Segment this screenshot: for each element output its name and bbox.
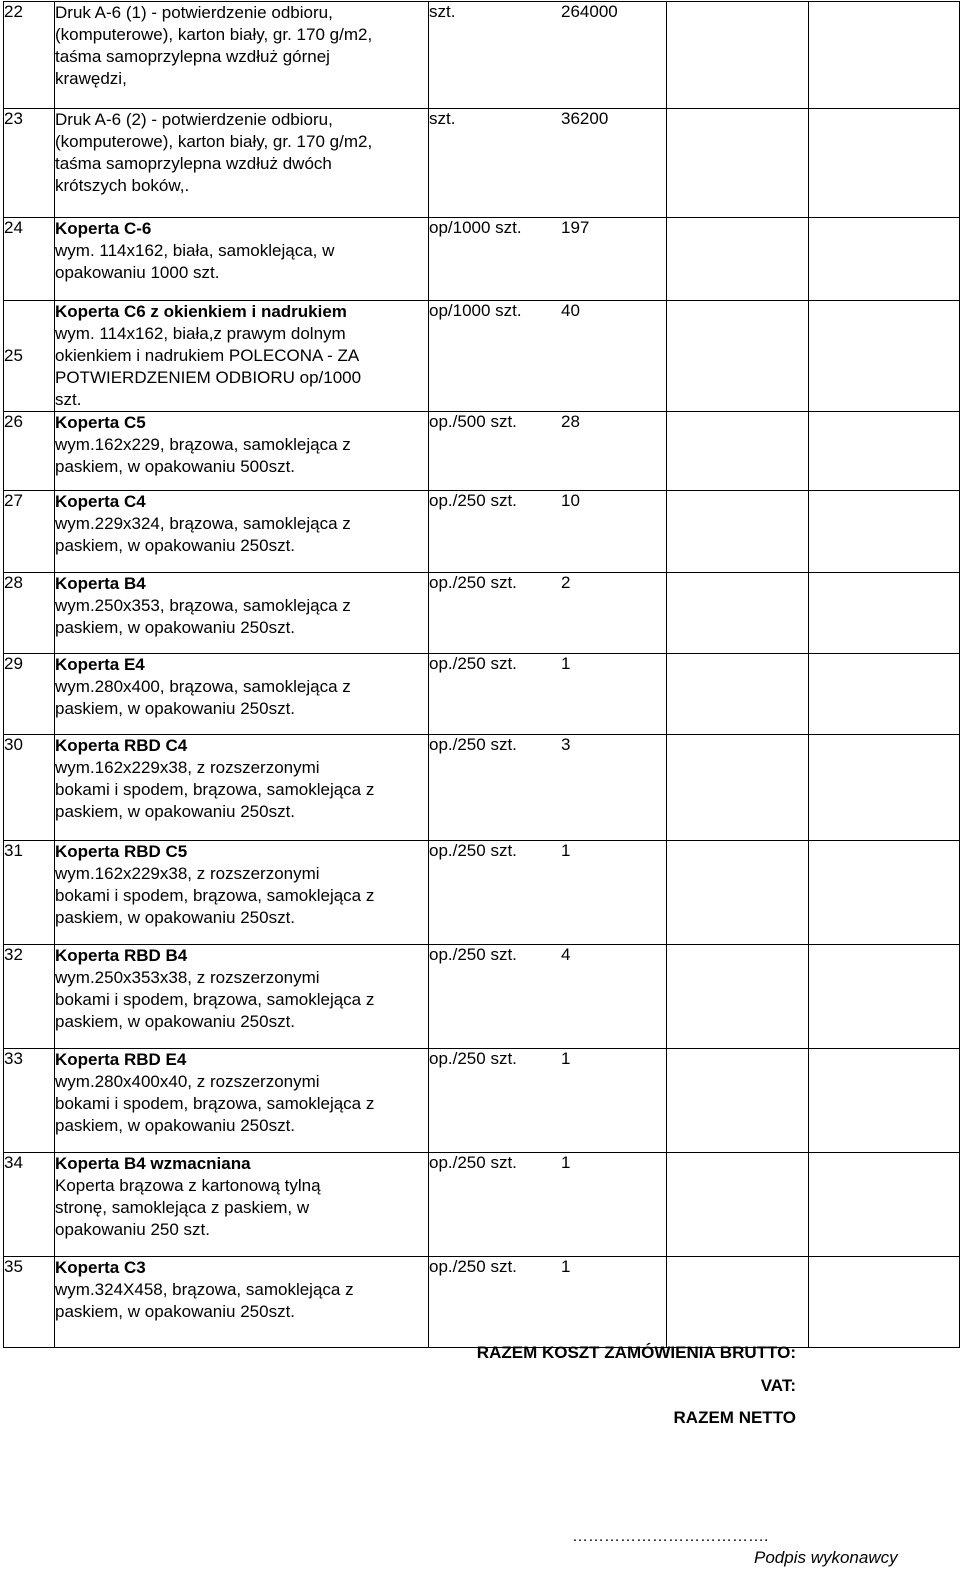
row-number-cell <box>4 841 55 945</box>
item-description-line: wym.280x400, brązowa, samoklejąca z <box>55 677 351 696</box>
unit-price-cell <box>667 945 809 1049</box>
unit-price-cell <box>667 654 809 735</box>
item-unit: op./250 szt. <box>429 1257 517 1276</box>
item-description-line: krawędzi, <box>55 69 127 88</box>
unit-quantity-cell <box>429 301 667 412</box>
item-title: Koperta C-6 <box>55 219 152 238</box>
item-unit: op./250 szt. <box>429 654 517 673</box>
item-description-line: okienkiem i nadrukiem POLECONA - ZA <box>55 346 360 365</box>
item-title: Koperta C4 <box>55 492 146 511</box>
signature-label: Podpis wykonawcy <box>754 1548 898 1567</box>
item-quantity: 2 <box>561 573 571 592</box>
unit-price-cell <box>667 218 809 301</box>
item-unit: szt. <box>429 109 456 128</box>
description-cell <box>55 491 429 573</box>
item-title: Koperta RBD B4 <box>55 946 188 965</box>
item-title: Druk A-6 (2) - potwierdzenie odbioru, <box>55 110 333 129</box>
description-cell <box>55 841 429 945</box>
row-number-cell <box>4 1153 55 1257</box>
item-description-line: paskiem, w opakowaniu 250szt. <box>55 1116 296 1135</box>
row-number: 25 <box>4 346 23 365</box>
unit-price-cell <box>667 1153 809 1257</box>
description-cell <box>55 2 429 109</box>
unit-price-cell <box>667 491 809 573</box>
item-description-line: paskiem, w opakowaniu 250szt. <box>55 802 296 821</box>
value-cell <box>809 412 960 491</box>
item-title: Koperta RBD E4 <box>55 1050 187 1069</box>
description-cell <box>55 1049 429 1153</box>
row-number-cell <box>4 654 55 735</box>
row-number-cell <box>4 301 55 412</box>
table-row <box>4 2 960 109</box>
table-row <box>4 1049 960 1153</box>
item-quantity: 3 <box>561 735 571 754</box>
value-cell <box>809 491 960 573</box>
table-row <box>4 109 960 218</box>
table-row <box>4 945 960 1049</box>
row-number: 31 <box>4 841 23 860</box>
row-number-cell <box>4 945 55 1049</box>
signature-line: ………………………………. <box>572 1528 769 1545</box>
item-unit: szt. <box>429 2 456 21</box>
item-quantity: 264000 <box>561 2 618 21</box>
row-number: 28 <box>4 573 23 592</box>
item-quantity: 197 <box>561 218 590 237</box>
table-row <box>4 218 960 301</box>
value-cell <box>809 1257 960 1348</box>
item-quantity: 1 <box>561 654 571 673</box>
item-title: Druk A-6 (1) - potwierdzenie odbioru, <box>55 3 333 22</box>
row-number-cell <box>4 491 55 573</box>
item-unit: op./250 szt. <box>429 945 517 964</box>
item-quantity: 1 <box>561 1049 571 1068</box>
item-description-line: bokami i spodem, brązowa, samoklejąca z <box>55 780 375 799</box>
row-number-cell <box>4 109 55 218</box>
description-cell <box>55 1257 429 1348</box>
value-cell <box>809 1153 960 1257</box>
table-row <box>4 841 960 945</box>
item-description-line: paskiem, w opakowaniu 500szt. <box>55 457 296 476</box>
row-number: 35 <box>4 1257 23 1276</box>
item-title: Koperta B4 <box>55 574 146 593</box>
unit-quantity-cell <box>429 218 667 301</box>
unit-quantity-cell <box>429 109 667 218</box>
unit-price-cell <box>667 301 809 412</box>
row-number-cell <box>4 1257 55 1348</box>
row-number: 33 <box>4 1049 23 1068</box>
row-number: 27 <box>4 491 23 510</box>
item-description-line: krótszych boków,. <box>55 176 190 195</box>
item-unit: op./250 szt. <box>429 573 517 592</box>
row-number: 24 <box>4 218 23 237</box>
item-description-line: bokami i spodem, brązowa, samoklejąca z <box>55 886 375 905</box>
row-number-cell <box>4 412 55 491</box>
item-description-line: wym.250x353, brązowa, samoklejąca z <box>55 596 351 615</box>
item-description-line: POTWIERDZENIEM ODBIORU op/1000 <box>55 368 362 387</box>
unit-quantity-cell <box>429 654 667 735</box>
unit-quantity-cell <box>429 945 667 1049</box>
item-description-line: wym.250x353x38, z rozszerzonymi <box>55 968 320 987</box>
table-row <box>4 573 960 654</box>
item-description-line: opakowaniu 250 szt. <box>55 1220 210 1239</box>
unit-quantity-cell <box>429 573 667 654</box>
item-description-line: (komputerowe), karton biały, gr. 170 g/m2, <box>55 132 373 151</box>
item-quantity: 28 <box>561 412 580 431</box>
item-unit: op./250 szt. <box>429 1153 517 1172</box>
vat-label: VAT: <box>760 1376 796 1395</box>
table-row <box>4 654 960 735</box>
item-description-line: wym.324X458, brązowa, samoklejąca z <box>55 1280 354 1299</box>
row-number: 34 <box>4 1153 23 1172</box>
item-description-line: Koperta brązowa z kartonową tylną <box>55 1176 321 1195</box>
table-row <box>4 412 960 491</box>
table-row <box>4 491 960 573</box>
value-cell <box>809 301 960 412</box>
row-number: 23 <box>4 109 23 128</box>
item-unit: op./250 szt. <box>429 491 517 510</box>
item-unit: op/1000 szt. <box>429 218 522 237</box>
item-description-line: paskiem, w opakowaniu 250szt. <box>55 1012 296 1031</box>
unit-price-cell <box>667 735 809 841</box>
unit-quantity-cell <box>429 735 667 841</box>
value-cell <box>809 1049 960 1153</box>
unit-quantity-cell <box>429 491 667 573</box>
item-title: Koperta C3 <box>55 1258 146 1277</box>
unit-quantity-cell <box>429 1153 667 1257</box>
description-cell <box>55 1153 429 1257</box>
item-quantity: 40 <box>561 301 580 320</box>
item-quantity: 1 <box>561 1257 571 1276</box>
item-description-line: paskiem, w opakowaniu 250szt. <box>55 536 296 555</box>
value-cell <box>809 573 960 654</box>
item-unit: op/1000 szt. <box>429 301 522 320</box>
item-description-line: szt. <box>55 390 82 409</box>
description-cell <box>55 301 429 412</box>
item-description-line: taśma samoprzylepna wzdłuż górnej <box>55 47 330 66</box>
item-description-line: wym.162x229x38, z rozszerzonymi <box>55 758 320 777</box>
row-number-cell <box>4 218 55 301</box>
unit-price-cell <box>667 412 809 491</box>
row-number-cell <box>4 1049 55 1153</box>
item-description-line: stronę, samoklejąca z paskiem, w <box>55 1198 310 1217</box>
item-description-line: paskiem, w opakowaniu 250szt. <box>55 618 296 637</box>
value-cell <box>809 735 960 841</box>
row-number: 32 <box>4 945 23 964</box>
description-cell <box>55 412 429 491</box>
unit-quantity-cell <box>429 412 667 491</box>
description-cell <box>55 109 429 218</box>
unit-price-cell <box>667 1257 809 1348</box>
unit-price-cell <box>667 109 809 218</box>
description-cell <box>55 573 429 654</box>
description-cell <box>55 945 429 1049</box>
item-description-line: (komputerowe), karton biały, gr. 170 g/m2, <box>55 25 373 44</box>
table-row <box>4 1153 960 1257</box>
unit-quantity-cell <box>429 2 667 109</box>
item-description-line: paskiem, w opakowaniu 250szt. <box>55 908 296 927</box>
row-number: 30 <box>4 735 23 754</box>
row-number-cell <box>4 2 55 109</box>
item-title: Koperta C5 <box>55 413 146 432</box>
unit-price-cell <box>667 2 809 109</box>
value-cell <box>809 945 960 1049</box>
item-description-line: wym.229x324, brązowa, samoklejąca z <box>55 514 351 533</box>
item-description-line: wym.280x400x40, z rozszerzonymi <box>55 1072 320 1091</box>
total-net-label: RAZEM NETTO <box>673 1408 796 1427</box>
item-description-line: wym. 114x162, biała,z prawym dolnym <box>55 324 346 343</box>
row-number-cell <box>4 573 55 654</box>
item-quantity: 1 <box>561 1153 571 1172</box>
row-number-cell <box>4 735 55 841</box>
item-description-line: paskiem, w opakowaniu 250szt. <box>55 699 296 718</box>
item-unit: op./500 szt. <box>429 412 517 431</box>
value-cell <box>809 218 960 301</box>
value-cell <box>809 654 960 735</box>
item-unit: op./250 szt. <box>429 1049 517 1068</box>
item-quantity: 1 <box>561 841 571 860</box>
unit-quantity-cell <box>429 1049 667 1153</box>
item-description-line: wym. 114x162, biała, samoklejąca, w <box>55 241 335 260</box>
item-title: Koperta B4 wzmacniana <box>55 1154 251 1173</box>
row-number: 29 <box>4 654 23 673</box>
item-unit: op./250 szt. <box>429 735 517 754</box>
item-title: Koperta RBD C5 <box>55 842 188 861</box>
unit-quantity-cell <box>429 1257 667 1348</box>
item-quantity: 36200 <box>561 109 609 128</box>
item-title: Koperta E4 <box>55 655 145 674</box>
row-number: 26 <box>4 412 23 431</box>
item-title: Koperta C6 z okienkiem i nadrukiem <box>55 302 347 321</box>
item-description-line: paskiem, w opakowaniu 250szt. <box>55 1302 296 1321</box>
item-quantity: 10 <box>561 491 580 510</box>
item-unit: op./250 szt. <box>429 841 517 860</box>
table-row <box>4 735 960 841</box>
table-row <box>4 1257 960 1348</box>
unit-price-cell <box>667 573 809 654</box>
description-cell <box>55 654 429 735</box>
unit-quantity-cell <box>429 841 667 945</box>
order-items-table <box>3 1 960 1348</box>
description-cell <box>55 735 429 841</box>
item-description-line: bokami i spodem, brązowa, samoklejąca z <box>55 1094 375 1113</box>
item-description-line: wym.162x229x38, z rozszerzonymi <box>55 864 320 883</box>
item-title: Koperta RBD C4 <box>55 736 188 755</box>
unit-price-cell <box>667 1049 809 1153</box>
value-cell <box>809 2 960 109</box>
item-description-line: taśma samoprzylepna wzdłuż dwóch <box>55 154 332 173</box>
item-description-line: wym.162x229, brązowa, samoklejąca z <box>55 435 351 454</box>
value-cell <box>809 109 960 218</box>
item-quantity: 4 <box>561 945 571 964</box>
value-cell <box>809 841 960 945</box>
row-number: 22 <box>4 2 23 21</box>
description-cell <box>55 218 429 301</box>
item-description-line: bokami i spodem, brązowa, samoklejąca z <box>55 990 375 1009</box>
table-row <box>4 301 960 412</box>
unit-price-cell <box>667 841 809 945</box>
item-description-line: opakowaniu 1000 szt. <box>55 263 220 282</box>
total-gross-label: RAZEM KOSZT ZAMÓWIENIA BRUTTO: <box>476 1343 796 1362</box>
